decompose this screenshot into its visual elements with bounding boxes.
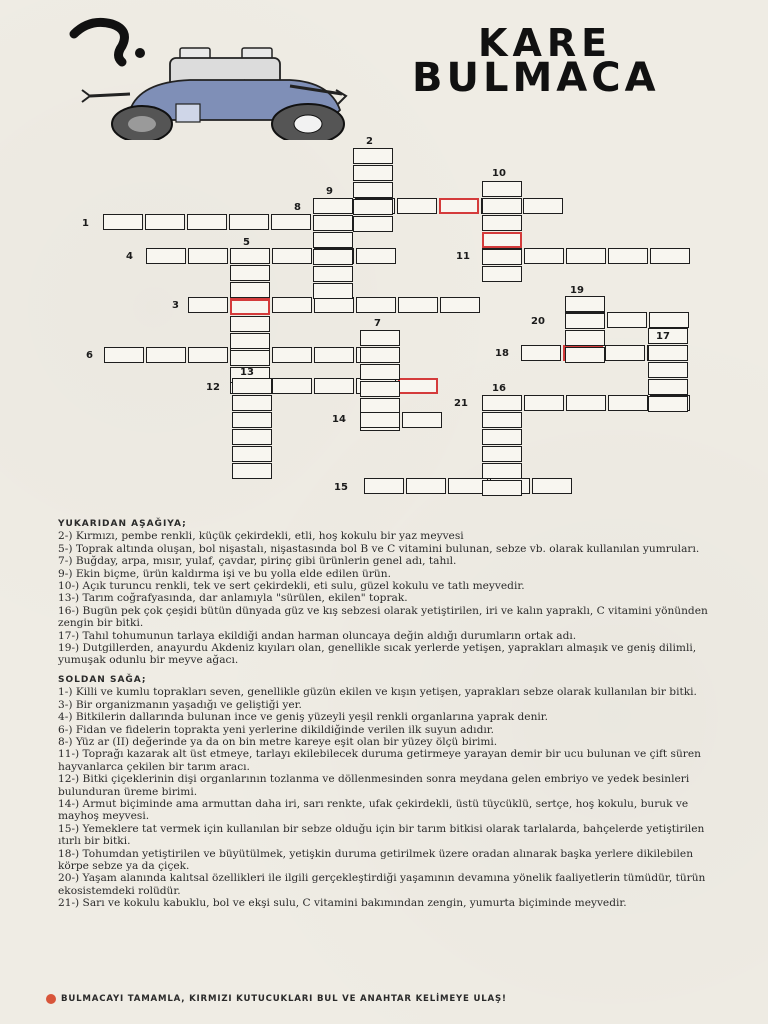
grid-cell[interactable] [232,378,272,394]
grid-cell[interactable] [272,347,312,363]
across-clue: 14-) Armut biçiminde ama armuttan daha iri, sarı renkte, ufak çekirdekli, üstü tüycüklü, sertçe, hoş kokulu, buruk ve mayhoş meyvesi. [58,797,689,823]
grid-cell[interactable] [524,395,564,411]
grid-cell[interactable] [565,330,605,346]
grid-cell[interactable] [360,347,400,363]
grid-cell[interactable] [314,297,354,313]
across-clue: 12-) Bitki çiçeklerinin dişi organlarının tozlanma ve döllenmesinden sonra meydana gelen embriyo ve yedek besinleri bulunduran üreme birimi. [58,773,690,798]
key-cell[interactable] [439,198,479,214]
grid-cell[interactable] [232,395,272,411]
grid-cell[interactable] [232,446,272,462]
grid-cell[interactable] [482,429,522,445]
down-clue: 17-) Tahıl tohumunun tarlaya ekildiği andan harman oluncaya değin aldığı durumların ortak adı. [58,629,577,642]
grid-cell[interactable] [397,198,437,214]
grid-cell[interactable] [360,412,400,428]
grid-cell[interactable] [104,347,144,363]
grid-cell[interactable] [360,330,400,346]
grid-cell[interactable] [356,248,396,264]
grid-cell[interactable] [565,347,605,363]
grid-cell[interactable] [314,378,354,394]
down-clue: 7-) Buğday, arpa, mısır, yulaf, çavdar, pirinç gibi ürünlerin genel adı, tahıl. [58,555,457,568]
across-clue-list [58,686,726,909]
clue-number: 17 [656,331,670,342]
grid-cell[interactable] [230,248,270,264]
grid-cell[interactable] [482,463,522,479]
grid-cell[interactable] [313,266,353,282]
grid-cell[interactable] [360,364,400,380]
apple-icon [46,994,56,1004]
grid-cell[interactable] [648,345,688,361]
grid-cell[interactable] [313,232,353,248]
across-clue: 1-) Killi ve kumlu toprakları seven, genellikle güzün ekilen ve kışın yetişen, yaprakları sebze olarak kullanılan bir bitki. [58,686,697,699]
across-clue: 11-) Toprağı kazarak alt üst etmeye, tarlayı ekilebilecek duruma getirmeye yarayan demir bir ucu bulunan ve çift süren hayvanlarca çekilen bir tarım aracı. [58,748,701,773]
clue-number: 20 [531,316,545,327]
down-clue: 2-) Kırmızı, pembe renkli, küçük çekirdekli, etli, hoş kokulu bir yaz meyvesi [58,530,464,543]
down-clue-list [58,530,726,666]
clue-number: 1 [82,218,89,229]
grid-cell[interactable] [230,350,270,366]
grid-cell[interactable] [313,198,353,214]
grid-cell[interactable] [607,312,647,328]
down-clue: 10-) Açık turuncu renkli, tek ve sert çekirdekli, eti sulu, güzel kokulu ve tatlı meyvedir. [58,580,525,593]
across-clue: 15-) Yemeklere tat vermek için kullanılan bir sebze olduğu için bir tarım bitkisi olarak tarlalarda, bahçelerde yetiştirilen ıtırlı bir bitki. [58,822,705,848]
grid-cell[interactable] [188,248,228,264]
grid-cell[interactable] [650,248,690,264]
grid-cell[interactable] [565,313,605,329]
grid-cell[interactable] [187,214,227,230]
clue-number: 19 [570,285,584,296]
grid-cell[interactable] [482,480,522,496]
grid-cell[interactable] [230,333,270,349]
grid-cell[interactable] [232,412,272,428]
grid-cell[interactable] [566,395,606,411]
grid-cell[interactable] [649,312,689,328]
grid-cell[interactable] [440,297,480,313]
grid-cell[interactable] [360,381,400,397]
grid-cell[interactable] [356,297,396,313]
across-clue: 18-) Tohumdan yetiştirilen ve büyütülmek, yetişkin duruma getirilmek üzere oradan alınarak başka yerlere dikilebilen körpe sebze ya da çiçek. [58,847,694,872]
grid-cell[interactable] [313,283,353,299]
grid-cell[interactable] [229,214,269,230]
clue-number: 4 [126,251,133,262]
grid-cell[interactable] [230,265,270,281]
across-clue: 6-) Fidan ve fidelerin toprakta yeni yerlerine dikildiğinde verilen ilk suyun adıdır. [58,723,495,736]
grid-cell[interactable] [482,181,522,197]
down-clue: 16-) Bugün pek çok çeşidi bütün dünyada güz ve kış sebzesi olarak yetiştirilen, iri ve kalın yapraklı, C vitamini yönünden zengin bir bitki. [58,604,708,630]
down-clue: 9-) Ekin biçme, ürün kaldırma işi ve bu yolla elde edilen ürün. [58,567,391,580]
grid-cell[interactable] [230,316,270,332]
grid-cell[interactable] [532,478,572,494]
grid-cell[interactable] [146,248,186,264]
grid-cell[interactable] [482,395,522,411]
grid-cell[interactable] [648,362,688,378]
clue-number: 10 [492,168,506,179]
grid-cell[interactable] [188,297,228,313]
grid-cell[interactable] [608,248,648,264]
grid-cell[interactable] [272,297,312,313]
clue-number: 2 [366,136,373,147]
grid-cell[interactable] [146,347,186,363]
down-clue: 5-) Toprak altında oluşan, bol nişastalı, nişastasında bol B ve C vitamini bulunan, sebze vb. olarak kullanılan yumruları. [58,542,700,555]
key-cell[interactable] [230,299,270,315]
across-heading: SOLDAN SAĞA; [58,674,147,685]
grid-cell[interactable] [353,199,393,215]
grid-cell[interactable] [648,396,688,412]
down-clue: 19-) Dutgillerden, anayurdu Akdeniz kıyıları olan, genellikle sıcak yerlerde yetişen, yaprakları almaşık ve geniş dilimli, yumuşak odunlu bir meyve ağacı. [58,642,697,667]
clue-number: 7 [374,318,381,329]
title-line-1: KARE [478,21,613,65]
clue-number: 9 [326,186,333,197]
grid-cell[interactable] [230,282,270,298]
key-cell[interactable] [398,378,438,394]
clue-number: 14 [332,414,346,425]
grid-cell[interactable] [364,478,404,494]
grid-cell[interactable] [314,347,354,363]
across-clue: 21-) Sarı ve kokulu kabuklu, bol ve ekşi sulu, C vitamini bakımından zengin, yumurta biçiminde meyvedir. [58,897,627,910]
grid-cell[interactable] [271,214,311,230]
grid-cell[interactable] [232,463,272,479]
key-cell[interactable] [482,232,522,248]
grid-cell[interactable] [272,378,312,394]
grid-cell[interactable] [353,182,393,198]
grid-cell[interactable] [566,248,606,264]
grid-cell[interactable] [482,249,522,265]
across-clue: 20-) Yaşam alanında kalıtsal özellikleri ile ilgili gerçekleştirdiği yaşamının devamına yönelik faaliyetlerin tümüdür, türün ekosistemdeki rolüdür. [58,872,706,897]
grid-cell[interactable] [482,412,522,428]
grid-cell[interactable] [313,249,353,265]
grid-cell[interactable] [521,345,561,361]
grid-cell[interactable] [103,214,143,230]
clue-number: 8 [294,202,301,213]
footer-instruction [46,994,507,1004]
across-clue: 4-) Bitkilerin dallarında bulunan ince ve geniş yüzeyli yeşil renkli organlarına yaprak denir. [58,711,549,724]
clue-number: 12 [206,382,220,393]
clue-number: 16 [492,383,506,394]
clue-number: 21 [454,398,468,409]
down-clue: 13-) Tarım coğrafyasında, dar anlamıyla "sürülen, ekilen" toprak. [58,592,408,605]
grid-cell[interactable] [565,296,605,312]
grid-cell[interactable] [406,478,446,494]
grid-cell[interactable] [353,216,393,232]
grid-cell[interactable] [353,165,393,181]
grid-cell[interactable] [608,395,648,411]
clue-number: 18 [495,348,509,359]
clue-number: 13 [240,367,254,378]
grid-cell[interactable] [482,215,522,231]
clue-number: 5 [243,237,250,248]
grid-cell[interactable] [648,379,688,395]
grid-cell[interactable] [398,297,438,313]
clue-number: 3 [172,300,179,311]
grid-cell[interactable] [313,215,353,231]
grid-cell[interactable] [605,345,645,361]
grid-cell[interactable] [482,198,522,214]
footer-text: BULMACAYI TAMAMLA, KIRMIZI KUTUCUKLARI BUL VE ANAHTAR KELİMEYE ULAŞ! [61,994,507,1004]
grid-cell[interactable] [482,266,522,282]
clues-section [58,518,726,910]
clue-number: 6 [86,350,93,361]
grid-cell[interactable] [523,198,563,214]
title-line-2: BULMACA [412,55,660,101]
grid-cell[interactable] [188,347,228,363]
clue-number: 15 [334,482,348,493]
grid-cell[interactable] [232,429,272,445]
grid-cell[interactable] [482,446,522,462]
grid-cell[interactable] [272,248,312,264]
grid-cell[interactable] [145,214,185,230]
grid-cell[interactable] [524,248,564,264]
across-clue: 8-) Yüz ar (II) değerinde ya da on bin metre kareye eşit olan bir yüzey ölçü birimi. [58,735,498,748]
down-heading: YUKARIDAN AŞAĞIYA; [58,519,187,529]
grid-cell[interactable] [402,412,442,428]
clue-number: 11 [456,251,470,262]
grid-cell[interactable] [353,148,393,164]
across-clue: 3-) Bir organizmanın yaşadığı ve geliştiği yer. [58,698,302,711]
